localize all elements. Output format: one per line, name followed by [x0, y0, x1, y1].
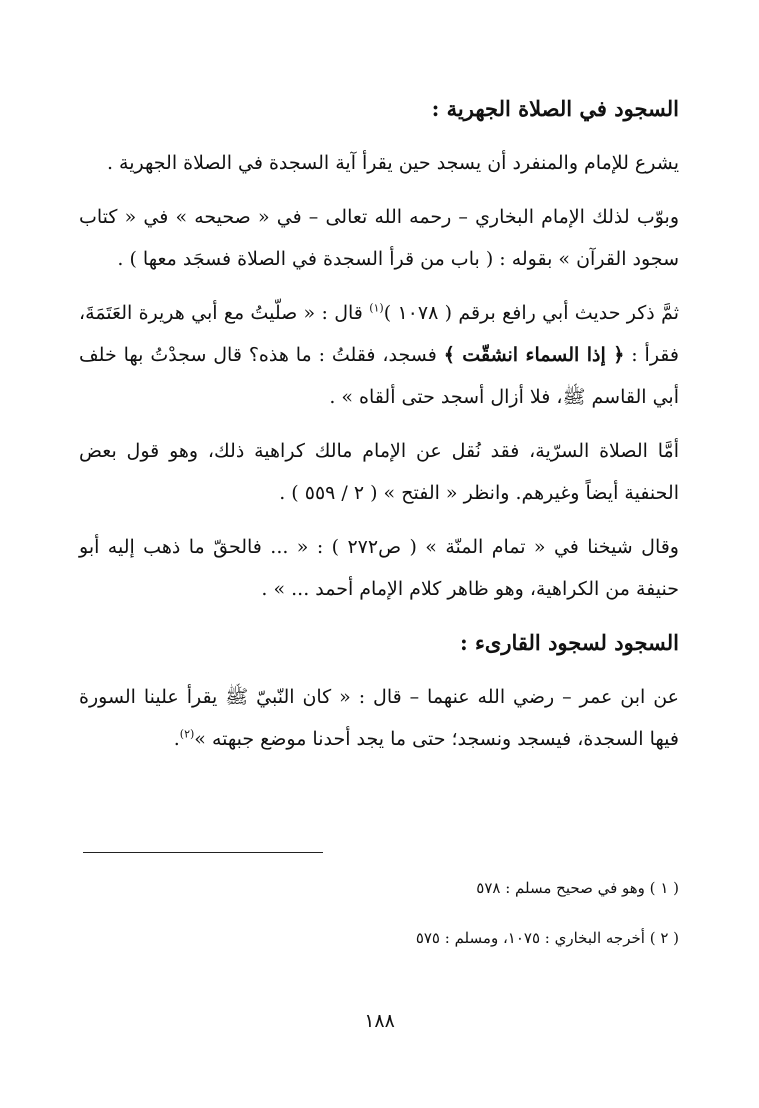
paragraph-6-end: .	[173, 728, 180, 750]
footnotes	[79, 870, 679, 970]
footnote-1: ( ١ ) وهو في صحيح مسلم : ٥٧٨	[476, 879, 679, 897]
paragraph-3	[79, 292, 679, 418]
footnote-ref-2: (٢)	[179, 727, 195, 741]
footnote-2: ( ٢ ) أخرجه البخاري : ١٠٧٥، ومسلم : ٥٧٥	[415, 929, 679, 947]
section-heading-loud-prayer: السجود في الصلاة الجهرية :	[431, 96, 679, 121]
paragraph-6-text: عن ابن عمر – رضي الله عنهما – قال : « كان النّبيّ ﷺ يقرأ علينا السورة فيها السجدة، فيسجد ونسجد؛ حتى ما يجد أحدنا موضع جبهته »	[79, 686, 679, 750]
main-text	[79, 88, 679, 772]
paragraph-2: وبوّب لذلك الإمام البخاري – رحمه الله تعالى – في « صحيحه » في « كتاب سجود القرآن » بقوله : ( باب من قرأ السجدة في الصلاة فسجَد معها ) .	[79, 206, 679, 270]
footnote-ref-1: (١)	[369, 301, 384, 315]
quran-verse: ﴿ إذا السماء انشقّت ﴾	[443, 344, 625, 366]
paragraph-1: يشرع للإمام والمنفرد أن يسجد حين يقرأ آية السجدة في الصلاة الجهرية .	[106, 152, 679, 174]
paragraph-4: أمَّا الصلاة السرّية، فقد نُقل عن الإمام مالك كراهية ذلك، وهو قول بعض الحنفية أيضاً وغيرهم. وانظر « الفتح » ( ٢ / ٥٥٩ ) .	[79, 440, 679, 504]
paragraph-6	[79, 676, 679, 760]
paragraph-3-part1: ثمَّ ذكر حديث أبي رافع برقم ( ١٠٧٨ )	[383, 302, 680, 324]
footnote-divider	[83, 852, 323, 853]
paragraph-3-part3: فسجد، فقلتُ : ما هذه؟ قال سجدْتُ بها خلف أبي القاسم ﷺ، فلا أزال أسجد حتى ألقاه » .	[79, 344, 679, 408]
paragraph-5: وقال شيخنا في « تمام المنّة » ( ص٢٧٢ ) : « ... فالحقّ ما ذهب إليه أبو حنيفة من الكراهية، وهو ظاهر كلام الإمام أحمد ... » .	[79, 536, 679, 600]
page-number: ١٨٨	[364, 1010, 395, 1032]
paragraph-3-part2: قال : « صلّيتُ مع أبي هريرة العَتَمَةَ، فقرأ :	[79, 302, 679, 366]
section-heading-reader-prostration: السجود لسجود القارىء :	[459, 630, 679, 655]
